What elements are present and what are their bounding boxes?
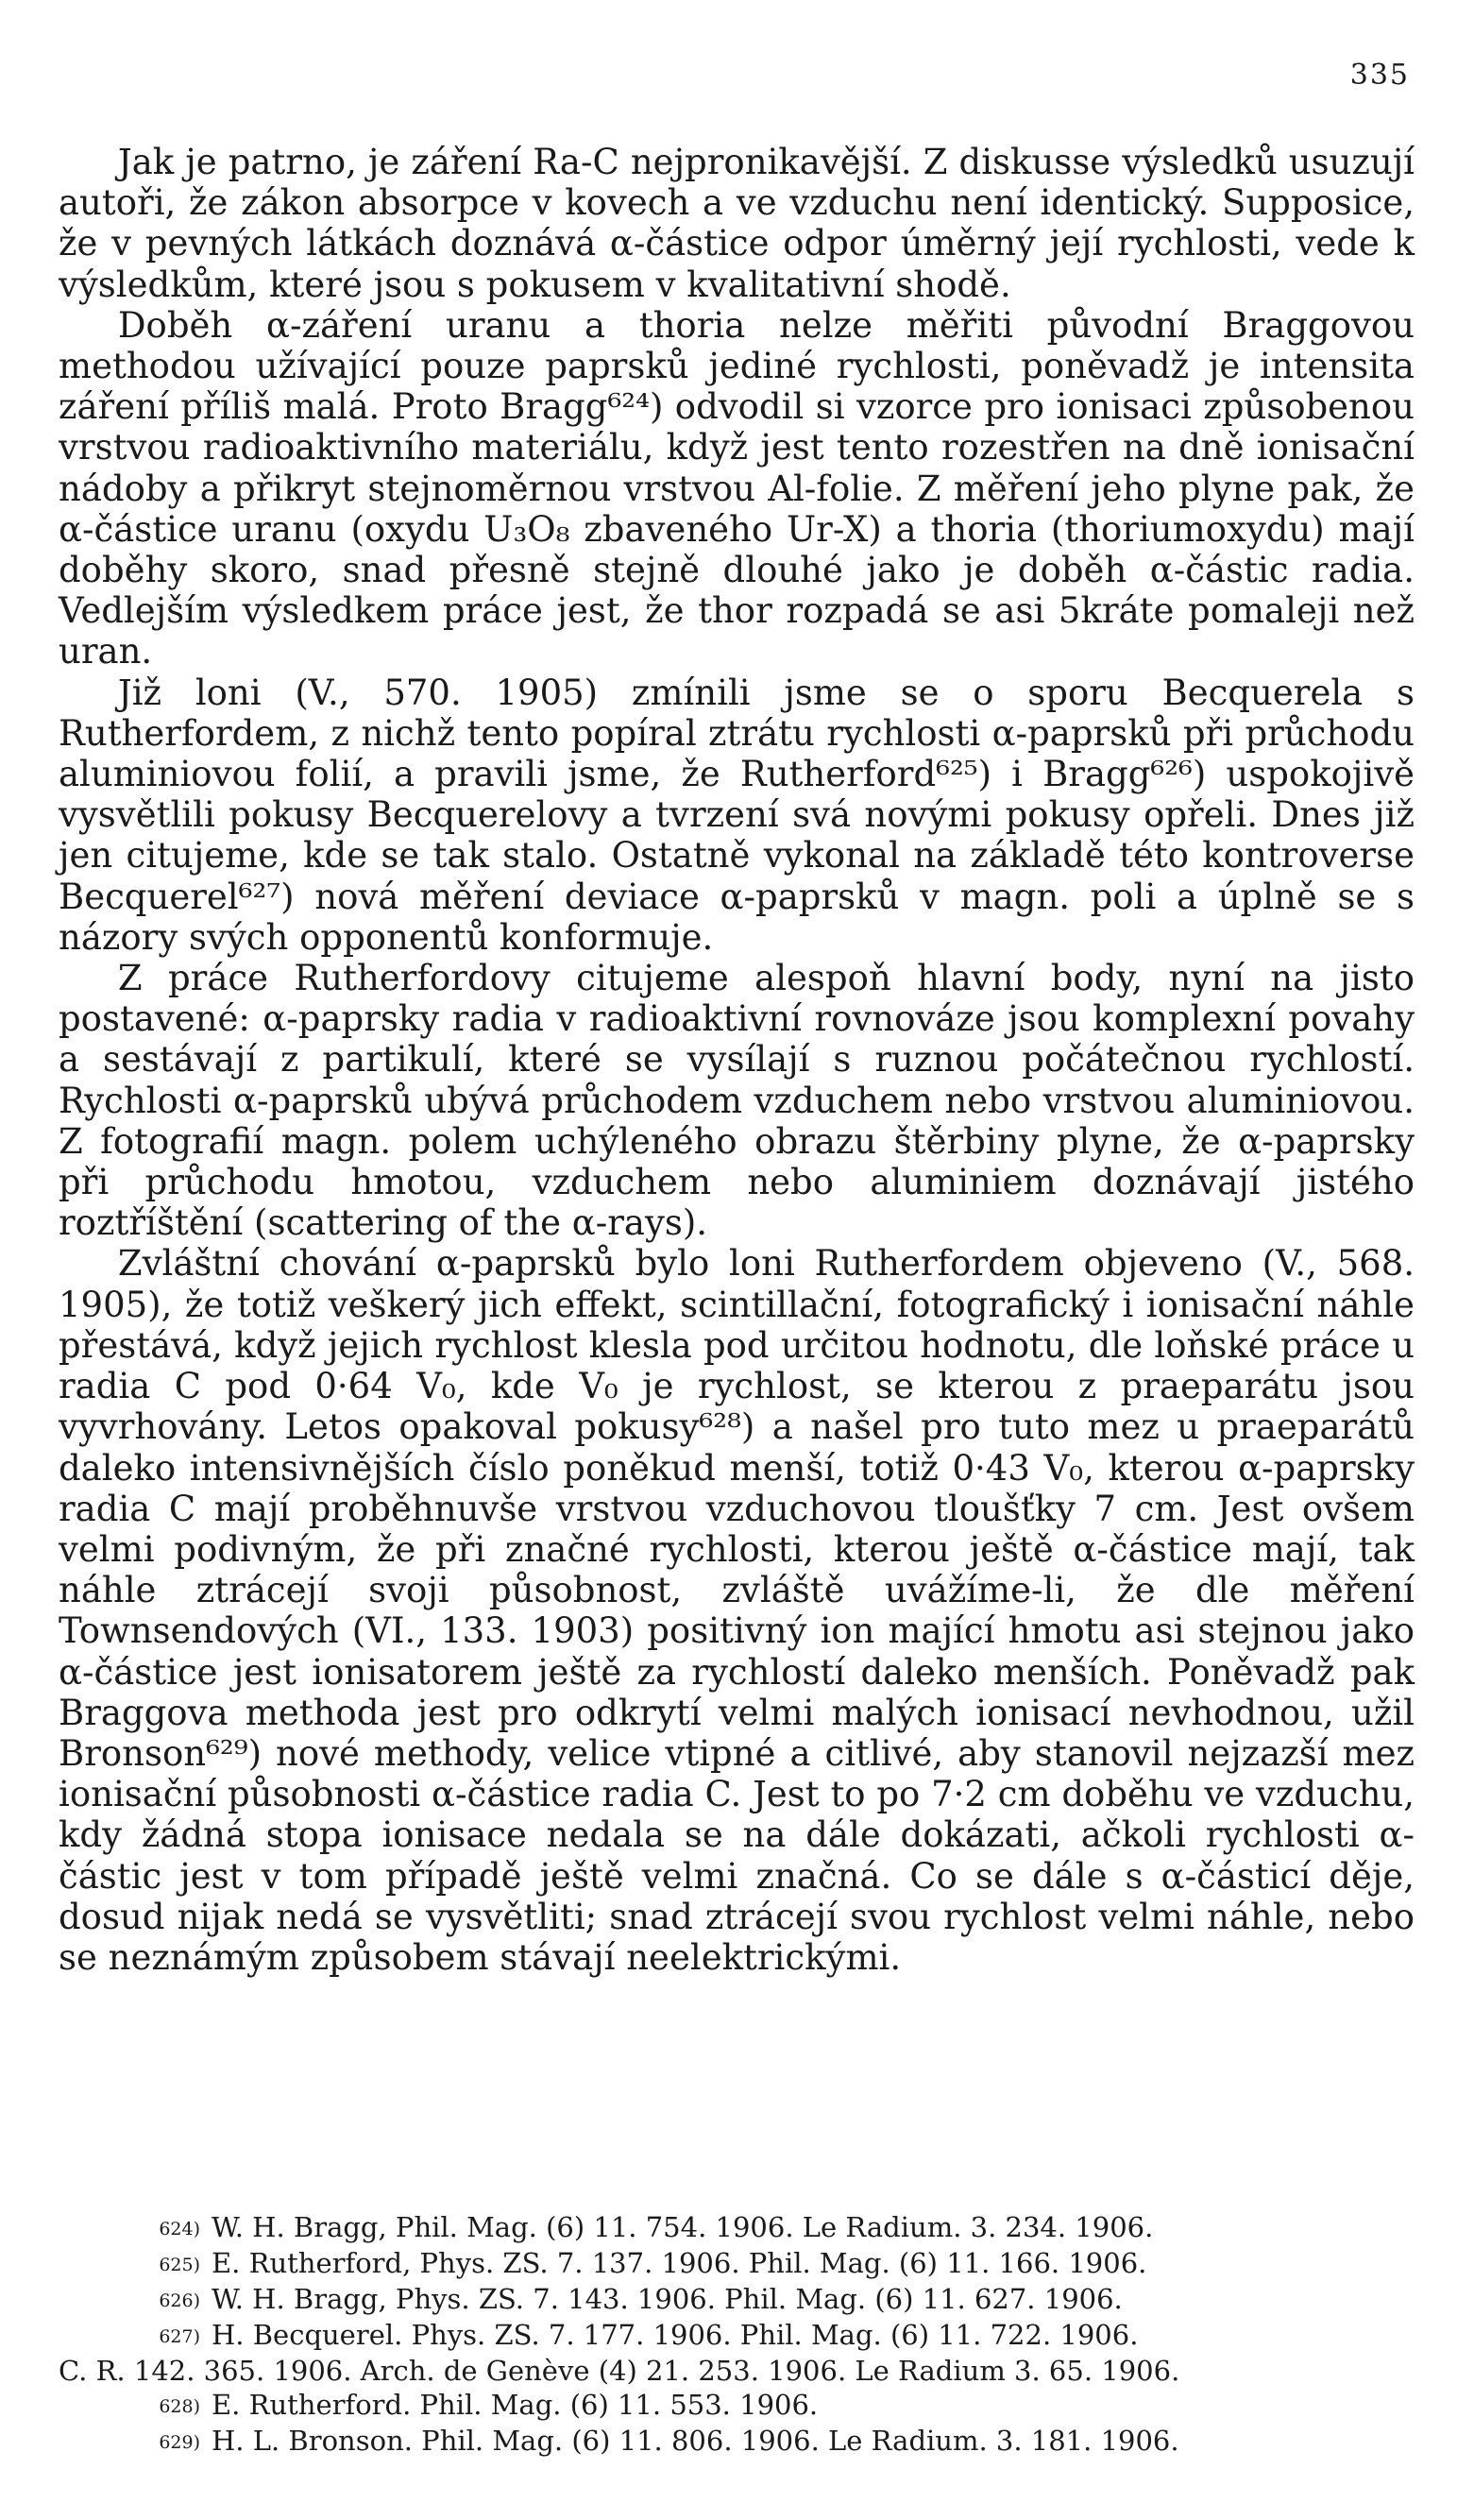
footnote-mark: 629) bbox=[159, 2432, 200, 2453]
footnote bbox=[59, 2388, 1415, 2424]
page-number: 335 bbox=[1349, 59, 1410, 92]
paragraph: Zvláštní chování α-paprsků bylo loni Rutherfordem objeveno (V., 568. 1905), že totiž veškerý jich effekt, scintillační, fotografický i ionisační náhle přestává, když jejich rychlost klesla pod určitou hodnotu, dle loňské práce u radia C pod 0·64 V₀, kde V₀ je rychlost, se kterou z praeparátu jsou vyvrhovány. Letos opakoval pokusy⁶²⁸) a našel pro tuto mez u praeparátů daleko intensivnějších číslo poněkud menší, totiž 0·43 V₀, kterou α-paprsky radia C mají proběhnuvše vrstvou vzduchovou tloušťky 7 cm. Jest ovšem velmi podivným, že při značné rychlosti, kterou ještě α-částice mají, tak náhle ztrácejí svoji působnost, zvláště uvážíme-li, že dle měření Townsendových (VI., 133. 1903) positivný ion mající hmotu asi stejnou jako α-částice jest ionisatorem ještě za rychlostí daleko menších. Poněvadž pak Braggova methoda jest pro odkrytí velmi malých ionisací nevhodnou, užil Bronson⁶²⁹) nové methody, velice vtipné a citlivé, aby stanovil nejzazší mez ionisační působnosti α-částice radia C. Jest to po 7·2 cm doběhu ve vzduchu, kdy žádná stopa ionisace nedala se na dále dokázati, ačkoli rychlosti α-částic jest v tom případě ještě velmi značná. Co se dále s α-částicí děje, dosud nijak nedá se vysvětliti; snad ztrácejí svou rychlost velmi náhle, nebo se neznámým způsobem stávají neelektrickými. bbox=[59, 1243, 1415, 1978]
footnote-mark: 626) bbox=[159, 2290, 200, 2311]
footnote bbox=[59, 2318, 1415, 2354]
paragraph: Z práce Rutherfordovy citujeme alespoň hlavní body, nyní na jisto postavené: α-paprsky radia v radioaktivní rovnováze jsou komplexní povahy a sestávají z partikulí, které se vysílají s ruznou počátečnou rychlostí. Rychlosti α-paprsků ubývá průchodem vzduchem nebo vrstvou aluminiovou. Z fotografií magn. polem uchýleného obrazu štěrbiny plyne, že α-paprsky při průchodu hmotou, vzduchem nebo aluminiem doznávají jistého roztříštění (scattering of the α-rays). bbox=[59, 958, 1415, 1244]
footnote-text: E. Rutherford. Phil. Mag. (6) 11. 553. 1906. bbox=[212, 2389, 819, 2421]
footnote-text: W. H. Bragg, Phil. Mag. (6) 11. 754. 1906. Le Radium. 3. 234. 1906. bbox=[212, 2211, 1154, 2243]
footnote-continuation bbox=[59, 2354, 1415, 2388]
footnote-text: H. L. Bronson. Phil. Mag. (6) 11. 806. 1906. Le Radium. 3. 181. 1906. bbox=[212, 2425, 1179, 2457]
article-body bbox=[59, 142, 1415, 1978]
footnote-text: C. R. 142. 365. 1906. Arch. de Genève (4) 21. 253. 1906. Le Radium 3. 65. 1906. bbox=[59, 2355, 1180, 2387]
footnote bbox=[59, 2424, 1415, 2460]
footnotes bbox=[59, 2210, 1415, 2460]
footnote-mark: 625) bbox=[159, 2255, 200, 2275]
paragraph: Jak je patrno, je záření Ra-C nejpronikavější. Z diskusse výsledků usuzují autoři, že zákon absorpce v kovech a ve vzduchu není identický. Supposice, že v pevných látkách doznává α-částice odpor úměrný její rychlosti, vede k výsledkům, které jsou s pokusem v kvalitativní shodě. bbox=[59, 142, 1415, 305]
footnote bbox=[59, 2246, 1415, 2282]
paragraph: Doběh α-záření uranu a thoria nelze měřiti původní Braggovou methodou užívající pouze paprsků jediné rychlosti, poněvadž je intensita záření příliš malá. Proto Bragg⁶²⁴) odvodil si vzorce pro ionisaci způsobenou vrstvou radioaktivního materiálu, když jest tento rozestřen na dně ionisační nádoby a přikryt stejnoměrnou vrstvou Al-folie. Z měření jeho plyne pak, že α-částice uranu (oxydu U₃O₈ zbaveného Ur-X) a thoria (thoriumoxydu) mají doběhy skoro, snad přesně stejně dlouhé jako je doběh α-částic radia. Vedlejším výsledkem práce jest, že thor rozpadá se asi 5kráte pomaleji než uran. bbox=[59, 304, 1415, 673]
footnote-mark: 628) bbox=[159, 2396, 200, 2417]
footnote-text: E. Rutherford, Phys. ZS. 7. 137. 1906. Phil. Mag. (6) 11. 166. 1906. bbox=[212, 2247, 1147, 2279]
footnote bbox=[59, 2282, 1415, 2318]
footnote-text: H. Becquerel. Phys. ZS. 7. 177. 1906. Phil. Mag. (6) 11. 722. 1906. bbox=[212, 2319, 1139, 2351]
paragraph: Již loni (V., 570. 1905) zmínili jsme se o sporu Becquerela s Rutherfordem, z nichž tento popíral ztrátu rychlosti α-paprsků při průchodu aluminiovou folií, a pravili jsme, že Rutherford⁶²⁵) i Bragg⁶²⁶) uspokojivě vysvětlili pokusy Becquerelovy a tvrzení svá novými pokusy opřeli. Dnes již jen citujeme, kde se tak stalo. Ostatně vykonal na základě této kontroverse Becquerel⁶²⁷) nová měření deviace α-paprsků v magn. poli a úplně se s názory svých opponentů konformuje. bbox=[59, 672, 1415, 958]
footnote bbox=[59, 2210, 1415, 2246]
footnote-mark: 627) bbox=[159, 2326, 200, 2347]
footnote-mark: 624) bbox=[159, 2219, 200, 2239]
footnote-text: W. H. Bragg, Phys. ZS. 7. 143. 1906. Phil. Mag. (6) 11. 627. 1906. bbox=[212, 2283, 1123, 2315]
